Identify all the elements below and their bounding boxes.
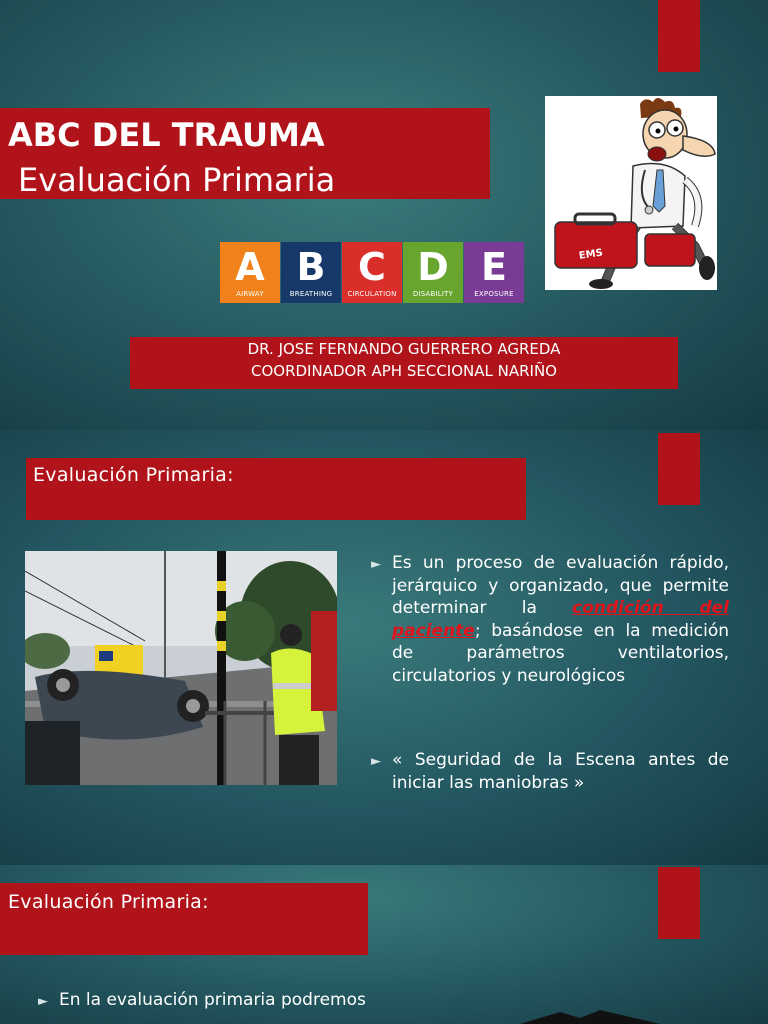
abcde-letter: E <box>481 245 507 289</box>
title-banner <box>0 108 490 199</box>
slide-3-corner-tab <box>658 867 700 939</box>
bullet-text: En la evaluación primaria podremos <box>59 990 366 1010</box>
author-name: DR. JOSE FERNANDO GUERRERO AGREDA <box>247 340 561 358</box>
abcde-letter: D <box>417 245 449 289</box>
abcde-tile-d <box>403 242 463 303</box>
ems-badge-text: EMS <box>578 247 604 262</box>
abcde-label: BREATHING <box>289 290 333 298</box>
bullet-arrow-icon: ► <box>38 994 48 1009</box>
condicion-del-paciente-link[interactable]: condición del paciente <box>392 598 729 641</box>
bullet-text-post: ; basándose en la medición de parámetros ventilatorios, circulatorios y neurológicos <box>392 620 729 686</box>
abcde-label: EXPOSURE <box>474 290 514 298</box>
title-line-1: ABC DEL TRAUMA <box>8 116 325 154</box>
abcde-label: AIRWAY <box>236 290 264 298</box>
slide-1 <box>0 0 768 430</box>
section-heading: Evaluación Primaria: <box>33 464 234 486</box>
slide-3-bullet-1 <box>38 989 458 1017</box>
bullet-arrow-icon: ► <box>371 557 381 572</box>
abcde-letter: C <box>358 245 386 289</box>
bullet-arrow-icon: ► <box>371 754 381 769</box>
abcde-letter: A <box>235 245 265 289</box>
slide-1-corner-tab <box>658 0 700 72</box>
bullet-text-pre: Es un proceso de evaluación rápido, jerárquico y organizado, que permite determinar la <box>392 553 729 618</box>
slide-2-corner-tab <box>658 433 700 505</box>
abcde-tile-e <box>464 242 524 303</box>
accident-scene-photo <box>25 551 337 785</box>
ems-cartoon-image <box>545 96 717 290</box>
slide-3 <box>0 865 768 1024</box>
title-line-2: Evaluación Primaria <box>18 161 336 199</box>
slide-2-bullet-1 <box>371 552 731 712</box>
abcde-tile-b <box>281 242 341 303</box>
mountain-decoration <box>520 1010 660 1024</box>
author-banner <box>130 337 678 389</box>
bullet-text: « Seguridad de la Escena antes de iniciar las maniobras » <box>392 750 729 793</box>
bullet-text <box>392 552 729 687</box>
abcde-label: DISABILITY <box>412 290 454 298</box>
section-heading: Evaluación Primaria: <box>8 891 209 913</box>
abcde-tile-c <box>342 242 402 303</box>
abcde-logo <box>220 242 525 303</box>
abcde-label: CIRCULATION <box>347 290 397 298</box>
slide-2-bullet-2 <box>371 749 731 799</box>
abcde-letter: B <box>296 245 326 289</box>
author-role: COORDINADOR APH SECCIONAL NARIÑO <box>250 362 557 380</box>
abcde-tile-a <box>220 242 280 303</box>
section-heading-banner <box>0 883 368 955</box>
section-heading-banner <box>26 458 526 520</box>
